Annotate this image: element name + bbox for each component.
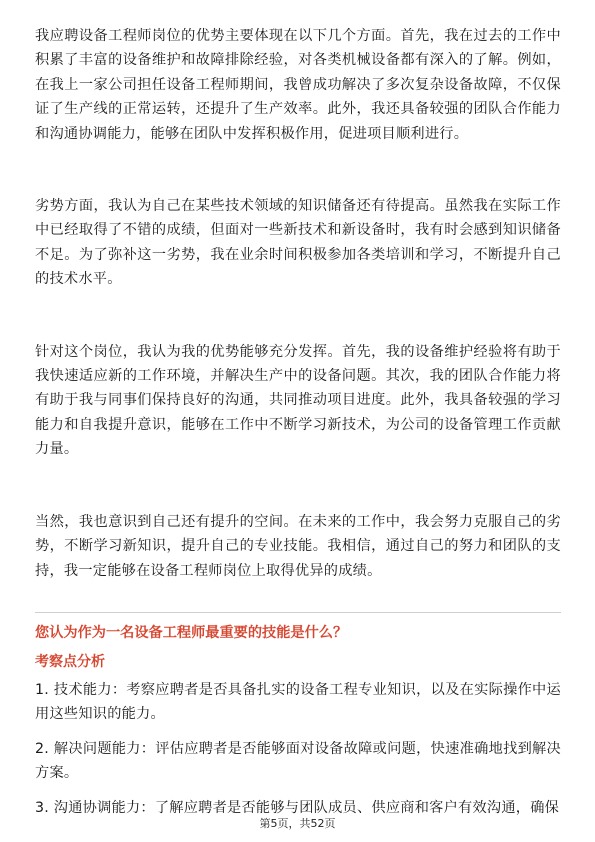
list-item: 3. 沟通协调能力：了解应聘者是否能够与团队成员、供应商和客户有效沟通，确保 — [35, 799, 560, 816]
answer-body — [35, 24, 561, 583]
analysis-list — [35, 678, 561, 830]
question-heading: 您认为作为一名设备工程师最重要的技能是什么？ — [35, 625, 348, 641]
paragraph-strengths: 我应聘设备工程师岗位的优势主要体现在以下几个方面。首先，我在过去的工作中积累了丰富的设备维护和故障排除经验，对各类机械设备都有深入的了解。例如，在我上一家公司担任设备工程师期间，我曾成功解决了多次复杂设备故障，不仅保证了生产线的正常运转，还提升了生产效率。此外，我还具备较强的团队合作能力和沟通协调能力，能够在团队中发挥积极作用，促进项目顺利进行。 — [35, 28, 561, 142]
paragraph-fit: 针对这个岗位，我认为我的优势能够充分发挥。首先，我的设备维护经验将有助于我快速适应新的工作环境，并解决生产中的设备问题。其次，我的团队合作能力将有助于我与同事们保持良好的沟通，共同推动项目进度。此外，我具备较强的学习能力和自我提升意识，能够在工作中不断学习新技术，为公司的设备管理工作贡献力量。 — [35, 343, 561, 458]
analysis-heading: 考察点分析 — [35, 654, 105, 670]
paragraph-conclusion: 当然，我也意识到自己还有提升的空间。在未来的工作中，我会努力克服自己的劣势，不断学习新知识，提升自己的专业技能。我相信，通过自己的努力和团队的支持，我一定能够在设备工程师岗位上取得优异的成绩。 — [35, 513, 561, 579]
page-number: 第5页，共52页 — [259, 817, 336, 830]
paragraph-weaknesses: 劣势方面，我认为自己在某些技术领域的知识储备还有待提高。虽然我在实际工作中已经取得了不错的成绩，但面对一些新技术和新设备时，我有时会感到知识储备不足。为了弥补这一劣势，我在业余时间积极参加各类培训和学习，不断提升自己的技术水平。 — [35, 198, 561, 288]
section-divider — [35, 612, 561, 613]
list-item: 2. 解决问题能力：评估应聘者是否能够面对设备故障或问题，快速准确地找到解决方案。 — [35, 740, 561, 782]
list-item: 1. 技术能力：考察应聘者是否具备扎实的设备工程专业知识，以及在实际操作中运用这些知识的能力。 — [35, 682, 561, 723]
